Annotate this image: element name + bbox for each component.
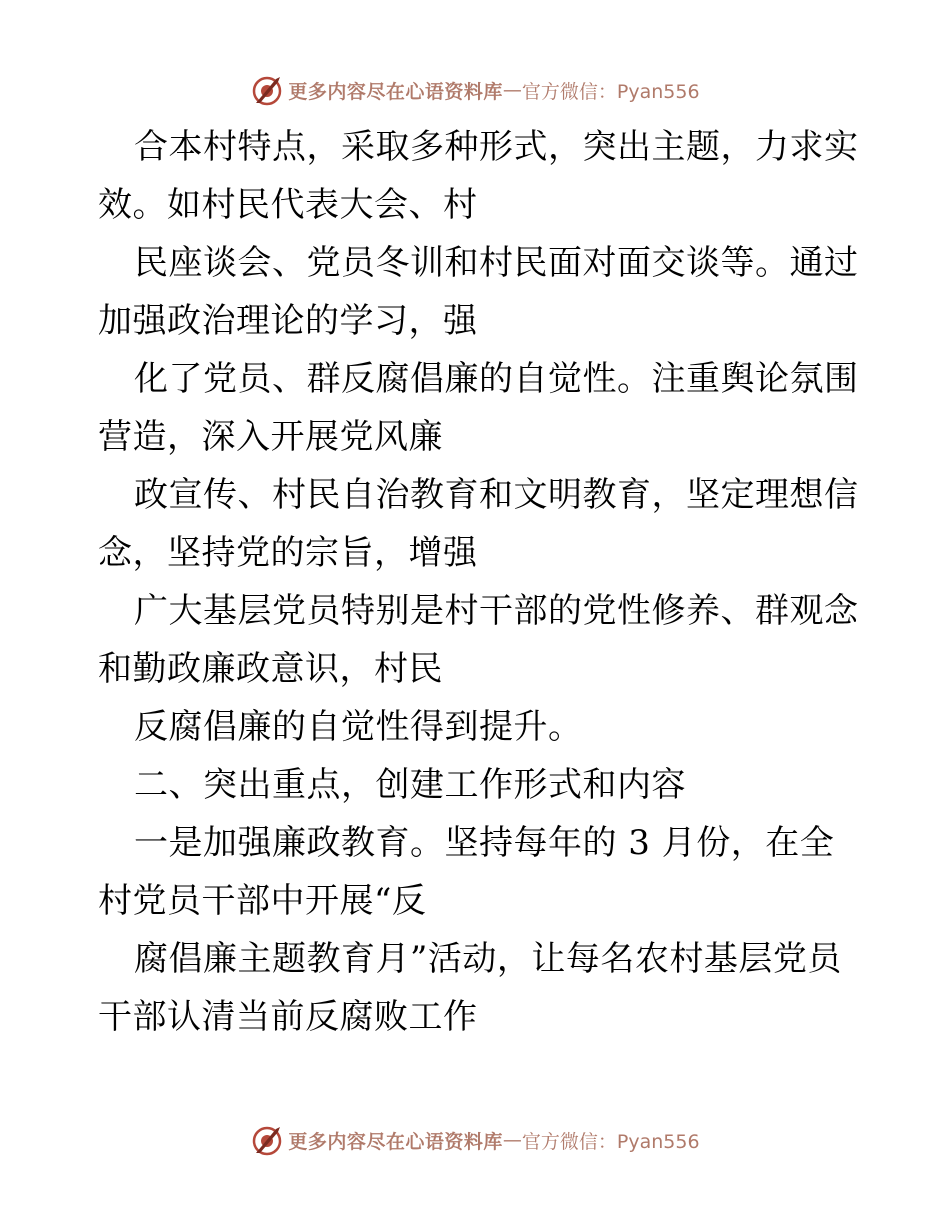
header-brand-text: 更多内容尽在心语资料库 [288, 80, 503, 103]
header-wechat-text: 官方微信：Pyan556 [521, 80, 700, 103]
body-line: 村党员干部中开展“反 [98, 881, 427, 921]
body-line: 腐倡廉主题教育月”活动，让每名农村基层党员 [134, 939, 842, 979]
document-body [98, 118, 858, 1046]
body-line: 念，坚持党的宗旨，增强 [98, 533, 478, 573]
header-separator: — [502, 79, 522, 101]
body-line: 一是加强廉政教育。坚持每年的 3 月份，在全 [134, 823, 835, 863]
body-line: 干部认清当前反腐败工作 [98, 997, 478, 1037]
footer-separator: — [502, 1129, 522, 1151]
footer-brand-text: 更多内容尽在心语资料库 [288, 1130, 503, 1153]
body-line: 民座谈会、党员冬训和村民面对面交谈等。通过 [134, 243, 859, 283]
section-heading: 二、突出重点，创建工作形式和内容 [134, 765, 686, 805]
body-line: 和勤政廉政意识，村民 [98, 649, 443, 689]
body-line: 反腐倡廉的自觉性得到提升。 [134, 707, 583, 747]
footer-wechat-text: 官方微信：Pyan556 [521, 1130, 700, 1153]
quill-circle-icon [250, 1123, 284, 1157]
body-line: 广大基层党员特别是村干部的党性修养、群观念 [134, 591, 859, 631]
body-line: 政宣传、村民自治教育和文明教育，坚定理想信 [134, 475, 859, 515]
header-watermark [0, 70, 950, 110]
footer-watermark [0, 1120, 950, 1160]
body-line: 化了党员、群反腐倡廉的自觉性。注重舆论氛围 [134, 359, 859, 399]
body-line: 加强政治理论的学习，强 [98, 301, 478, 341]
body-line: 合本村特点，采取多种形式，突出主题，力求实 [134, 127, 859, 167]
body-line: 营造，深入开展党风廉 [98, 417, 443, 457]
body-line: 效。如村民代表大会、村 [98, 185, 478, 225]
quill-circle-icon [250, 73, 284, 107]
